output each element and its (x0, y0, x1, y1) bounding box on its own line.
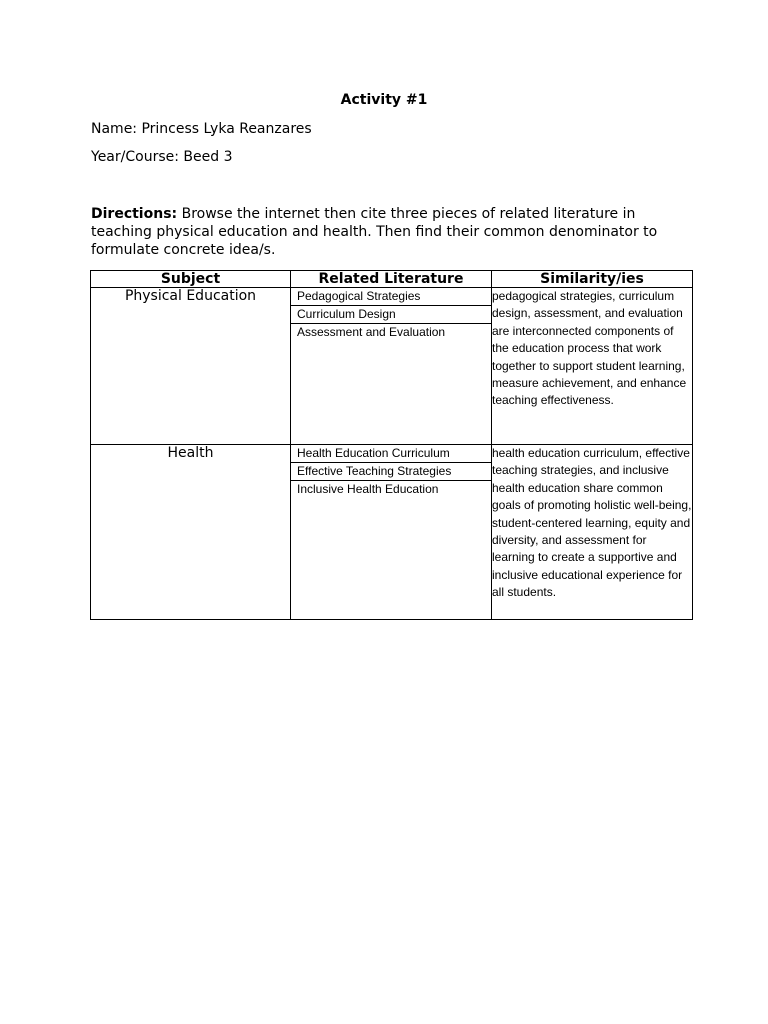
directions-label: Directions: (91, 206, 178, 222)
literature-table (90, 270, 693, 620)
subject-cell: Physical Education (91, 288, 291, 445)
similarity-cell: pedagogical strategies, curriculum design, assessment, and evaluation are interconnected components of the education process that work together to support student learning, measure achievement, and enhance teaching effectiveness. (492, 288, 693, 445)
literature-item: Curriculum Design (291, 306, 491, 324)
column-header-related-literature: Related Literature (291, 271, 492, 288)
literature-item: Effective Teaching Strategies (291, 463, 491, 481)
literature-item: Pedagogical Strategies (291, 288, 491, 306)
student-name: Name: Princess Lyka Reanzares (91, 121, 312, 137)
table-row (91, 445, 693, 620)
page-title: Activity #1 (340, 92, 428, 108)
related-literature-cell (291, 288, 492, 445)
table-header-row (91, 271, 693, 288)
column-header-subject: Subject (91, 271, 291, 288)
year-course: Year/Course: Beed 3 (91, 149, 233, 165)
directions-text: Browse the internet then cite three pieces of related literature in teaching physical education and health. Then find their common denominator to formulate concrete idea/s. (91, 206, 658, 258)
column-header-similarity: Similarity/ies (492, 271, 693, 288)
literature-item: Health Education Curriculum (291, 445, 491, 463)
directions-paragraph (91, 205, 691, 259)
similarity-cell: health education curriculum, effective teaching strategies, and inclusive health education share common goals of promoting holistic well-being, student-centered learning, equity and diversity, and assessment for learning to create a supportive and inclusive educational experience for all students. (492, 445, 693, 620)
related-literature-cell (291, 445, 492, 620)
literature-item: Assessment and Evaluation (297, 325, 446, 339)
table-row (91, 288, 693, 445)
literature-item: Inclusive Health Education (297, 482, 439, 496)
subject-cell: Health (91, 445, 291, 620)
